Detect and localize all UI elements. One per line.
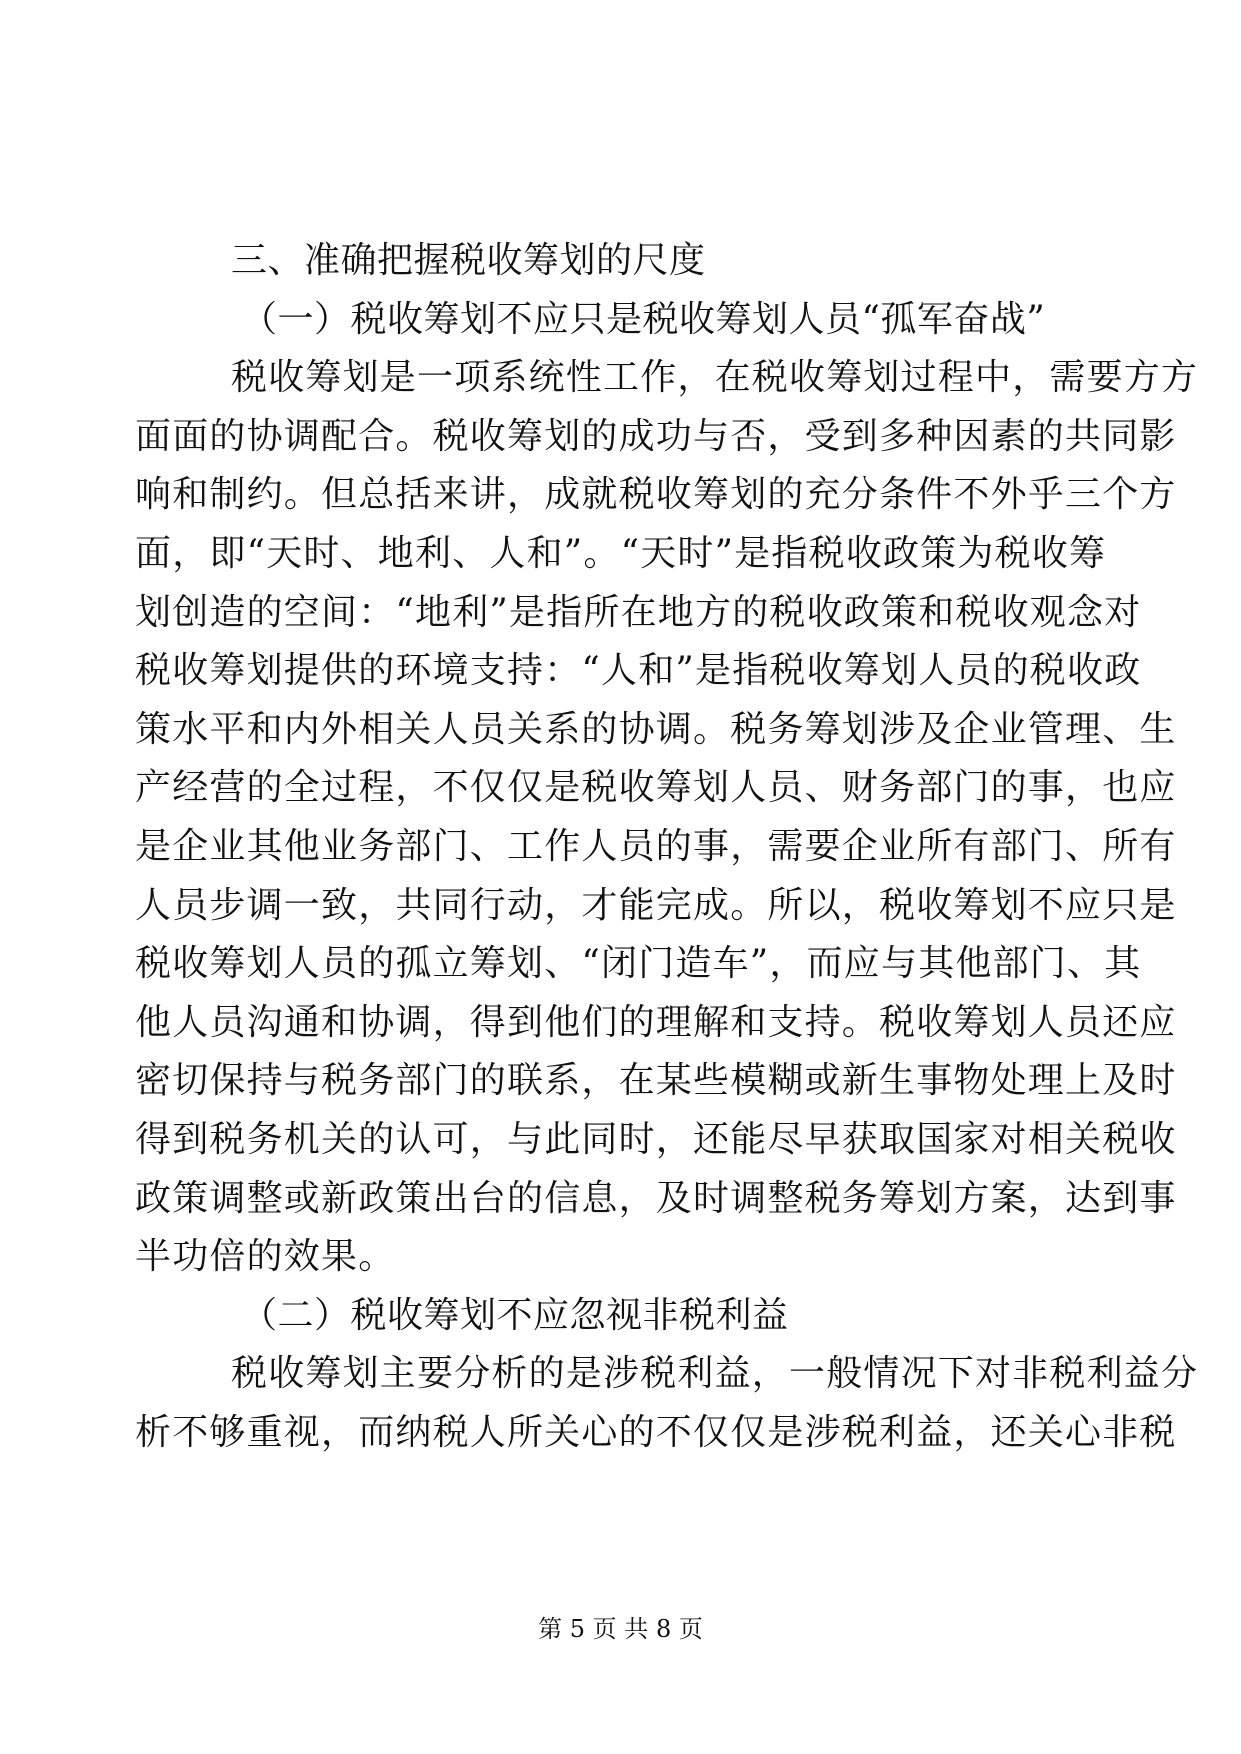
- paragraph-line: 税收筹划是一项系统性工作，在税收筹划过程中，需要方方: [231, 357, 1199, 399]
- paragraph-line: 税收筹划人员的孤立筹划、“闭门造车”，而应与其他部门、其: [135, 943, 1142, 985]
- paragraph-line: 人员步调一致，共同行动，才能完成。所以，税收筹划不应只是: [135, 884, 1177, 926]
- paragraph-line: 他人员沟通和协调，得到他们的理解和支持。税收筹划人员还应: [135, 1001, 1177, 1043]
- paragraph-line: 得到税务机关的认可，与此同时，还能尽早获取国家对相关税收: [135, 1118, 1177, 1160]
- paragraph-line: 密切保持与税务部门的联系，在某些模糊或新生事物处理上及时: [135, 1060, 1177, 1102]
- section-heading: 三、准确把握税收筹划的尺度: [231, 240, 706, 281]
- page-footer: 第 5 页 共 8 页: [538, 1615, 703, 1643]
- paragraph-line: 面面的协调配合。税收筹划的成功与否，受到多种因素的共同影: [135, 415, 1177, 457]
- paragraph-line: 策水平和内外相关人员关系的协调。税务筹划涉及企业管理、生: [135, 708, 1177, 750]
- paragraph-line: 响和制约。但总括来讲，成就税收筹划的充分条件不外乎三个方: [135, 474, 1177, 516]
- paragraph-line: 析不够重视，而纳税人所关心的不仅仅是涉税利益，还关心非税: [135, 1411, 1177, 1453]
- paragraph-line: 产经营的全过程，不仅仅是税收筹划人员、财务部门的事，也应: [135, 767, 1177, 809]
- document-body: [135, 232, 1199, 1462]
- subsection-heading-1: （一）税收筹划不应只是税收筹划人员“孤军奋战”: [241, 298, 1046, 340]
- paragraph-line: 半功倍的效果。: [135, 1236, 396, 1278]
- paragraph-line: 划创造的空间：“地利”是指所在地方的税收政策和税收观念对: [135, 591, 1142, 633]
- paragraph-line: 税收筹划提供的环境支持：“人和”是指税收筹划人员的税收政: [135, 650, 1142, 692]
- paragraph-line: 税收筹划主要分析的是涉税利益，一般情况下对非税利益分: [231, 1353, 1199, 1395]
- paragraph-line: 政策调整或新政策出台的信息，及时调整税务筹划方案，达到事: [135, 1177, 1177, 1219]
- paragraph-line: 面，即“天时、地利、人和”。“天时”是指税收政策为税收筹: [135, 532, 1107, 574]
- subsection-heading-2: （二）税收筹划不应忽视非税利益: [241, 1294, 789, 1336]
- paragraph-line: 是企业其他业务部门、工作人员的事，需要企业所有部门、所有: [135, 825, 1177, 867]
